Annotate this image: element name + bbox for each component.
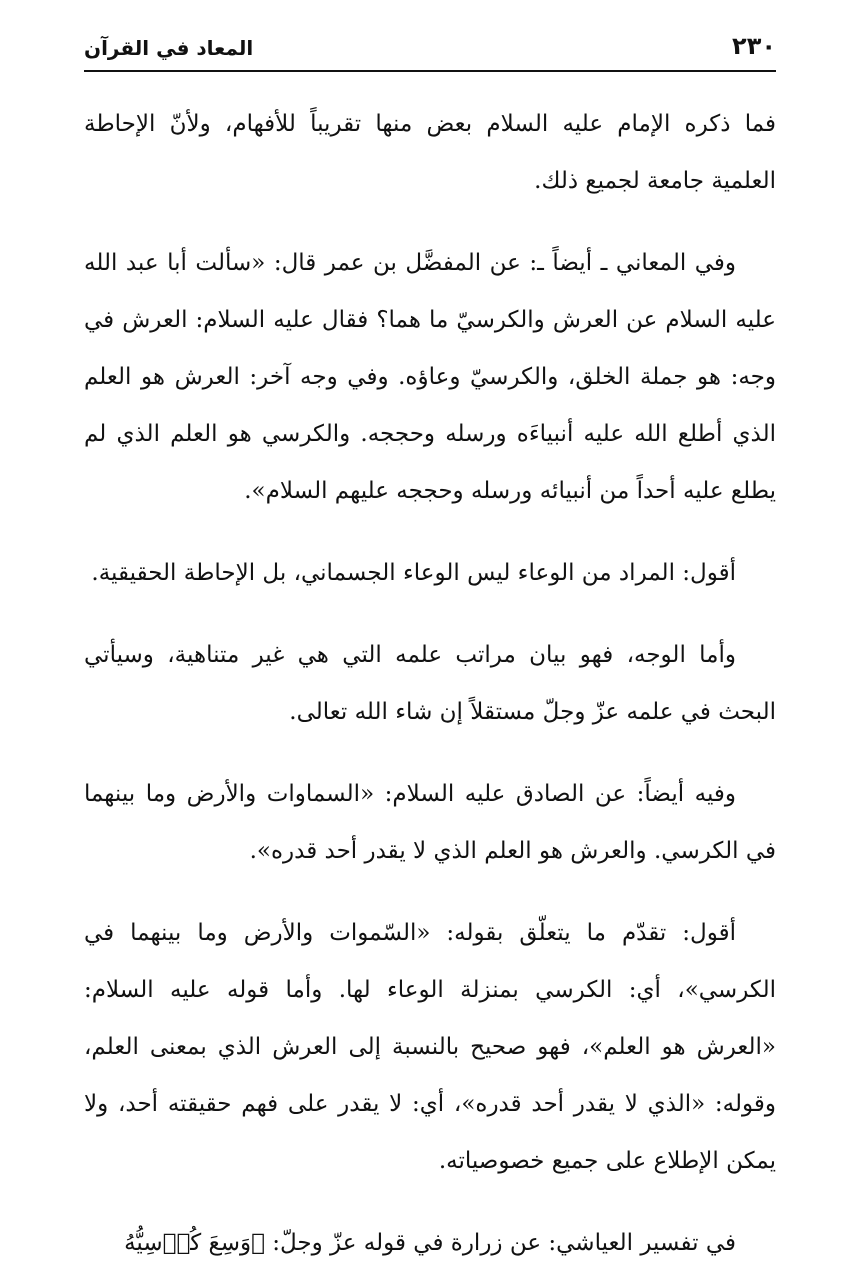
paragraph: أقول: تقدّم ما يتعلّق بقوله: «السّموات والأرض وما بينهما في الكرسي»، أي: الكرسي بمنزلة الوعاء لها. وأما قوله عليه السلام: «العرش هو العلم»، فهو صحيح بالنسبة إلى العرش الذي بمعنى العلم، وقوله: «الذي لا يقدر أحد قدره»، أي: لا يقدر على فهم حقيقته أحد، ولا يمكن الإطلاع على جميع خصوصياته. xyxy=(84,920,776,1174)
paragraph: فما ذكره الإمام عليه السلام بعض منها تقريباً للأفهام، ولأنّ الإحاطة العلمية جامعة لجميع ذلك. xyxy=(84,111,776,194)
body-text xyxy=(84,96,776,1272)
paragraph: في تفسير العياشي: عن زرارة في قوله عزّ وجلّ: ﴿وَسِعَ كُرۡسِيُّهُ xyxy=(124,1230,736,1256)
running-title: المعاد في القرآن xyxy=(84,36,254,60)
paragraph: وأما الوجه، فهو بيان مراتب علمه التي هي غير متناهية، وسيأتي البحث في علمه عزّ وجلّ مستقلاً إن شاء الله تعالى. xyxy=(84,642,776,725)
page-header xyxy=(84,30,776,72)
paragraph: وفي المعاني ـ أيضاً ـ: عن المفضَّل بن عمر قال: «سألت أبا عبد الله عليه السلام عن العرش والكرسيّ ما هما؟ فقال عليه السلام: العرش في وجه: هو جملة الخلق، والكرسيّ وعاؤه. وفي وجه آخر: العرش هو العلم الذي أطلع الله عليه أنبياءَه ورسله وحججه. والكرسي هو العلم الذي لم يطلع عليه أحداً من أنبيائه ورسله وحججه عليهم السلام». xyxy=(84,250,776,504)
page-number: ٢٣٠ xyxy=(732,32,776,60)
paragraph: وفيه أيضاً: عن الصادق عليه السلام: «السماوات والأرض وما بينهما في الكرسي. والعرش هو العلم الذي لا يقدر أحد قدره». xyxy=(84,781,776,864)
paragraph: أقول: المراد من الوعاء ليس الوعاء الجسماني، بل الإحاطة الحقيقية. xyxy=(91,560,736,586)
